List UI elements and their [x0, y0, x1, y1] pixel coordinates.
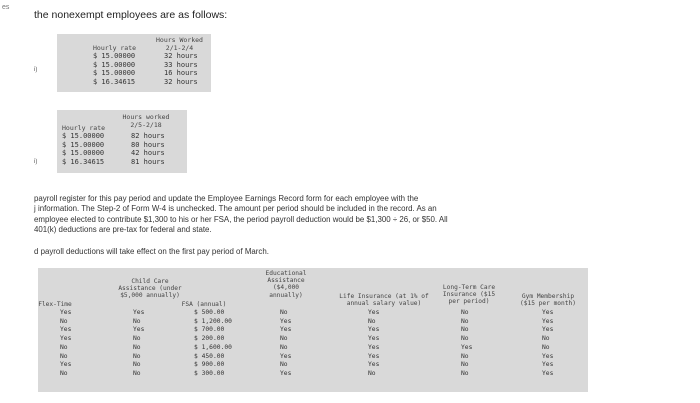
child-care-cell: No: [133, 343, 141, 351]
flex-time-cell: Yes: [60, 335, 72, 343]
header-child-care: Child Care Assistance (under $5,000 annually): [118, 278, 182, 300]
education-cell: Yes: [280, 369, 292, 377]
education-cell: Yes: [280, 317, 292, 325]
instructions-paragraph: [34, 194, 674, 235]
header-life-insurance: Life Insurance (at 1% of annual salary value): [339, 293, 429, 308]
fsa-cell: $ 1,200.00: [194, 317, 232, 325]
long-term-care-cell: No: [461, 326, 469, 334]
rate-cell: $ 15.00000: [93, 52, 136, 60]
long-term-care-cell: No: [461, 361, 469, 369]
life-insurance-column: [368, 309, 379, 379]
long-term-care-cell: No: [461, 352, 469, 360]
rate-cell: $ 16.34615: [62, 157, 105, 166]
education-cell: Yes: [280, 326, 292, 334]
period1-table: [57, 34, 211, 92]
period1-marker: i): [34, 67, 38, 73]
hours-cell: 81 hours: [131, 157, 165, 166]
period1-rate-column: [93, 52, 135, 86]
fsa-column: [194, 309, 232, 379]
gym-membership-column: [542, 309, 553, 379]
flex-time-cell: No: [60, 343, 68, 351]
child-care-cell: No: [133, 335, 141, 343]
life-insurance-cell: Yes: [368, 352, 380, 360]
gym-membership-cell: Yes: [542, 369, 554, 377]
hours-cell: 32 hours: [164, 52, 198, 60]
long-term-care-cell: Yes: [461, 343, 473, 351]
period2-marker: i): [34, 159, 38, 165]
life-insurance-cell: Yes: [368, 326, 380, 334]
long-term-care-cell: No: [461, 309, 469, 316]
flex-time-cell: Yes: [60, 361, 72, 369]
period2-rate-header: Hourly rate: [62, 124, 106, 132]
period2-table: [57, 110, 187, 173]
hours-cell: 32 hours: [164, 77, 198, 86]
fsa-cell: $ 300.00: [194, 369, 225, 377]
life-insurance-cell: No: [368, 317, 376, 325]
gym-membership-cell: Yes: [542, 352, 554, 360]
education-column: [280, 309, 291, 379]
flex-time-cell: Yes: [60, 309, 72, 316]
life-insurance-cell: No: [368, 369, 376, 377]
instruction-note: d payroll deductions will take effect on the first pay period of March.: [34, 247, 269, 256]
education-cell: No: [280, 335, 288, 343]
rate-cell: $ 15.00000: [93, 60, 136, 69]
child-care-cell: No: [133, 352, 141, 360]
fsa-cell: $ 900.00: [194, 361, 225, 369]
fsa-cell: $ 1,600.00: [194, 343, 232, 351]
flex-time-column: [60, 309, 71, 379]
flex-time-cell: No: [60, 317, 68, 325]
rate-cell: $ 15.00000: [62, 149, 105, 157]
life-insurance-cell: Yes: [368, 343, 380, 351]
long-term-care-cell: No: [461, 335, 469, 343]
section-heading: the nonexempt employees are as follows:: [34, 9, 228, 21]
rate-cell: $ 16.34615: [93, 77, 136, 86]
child-care-cell: Yes: [133, 326, 145, 334]
header-fsa: FSA (annual): [181, 301, 227, 308]
fsa-cell: $ 700.00: [194, 326, 225, 334]
hours-cell: 82 hours: [131, 132, 165, 140]
gym-membership-cell: No: [542, 335, 550, 343]
flex-time-cell: Yes: [60, 326, 72, 334]
education-cell: No: [280, 343, 288, 351]
period1-hours-column: [164, 52, 198, 86]
child-care-cell: No: [133, 317, 141, 325]
education-cell: No: [280, 361, 288, 369]
gym-membership-cell: Yes: [542, 361, 554, 369]
header-education: Educational Assistance ($4,000 annually): [265, 270, 307, 299]
rate-cell: $ 15.00000: [62, 140, 105, 149]
hours-cell: 33 hours: [164, 60, 198, 69]
child-care-cell: Yes: [133, 309, 145, 316]
header-long-term-care: Long-Term Care Insurance ($15 per period): [442, 284, 496, 306]
gym-membership-cell: No: [542, 343, 550, 351]
gym-membership-cell: Yes: [542, 309, 554, 316]
gym-membership-cell: Yes: [542, 317, 554, 325]
long-term-care-cell: No: [461, 317, 469, 325]
instruction-line: j information. The Step-2 of Form W-4 is unchecked. The amount per period should be included in the record. As an: [34, 204, 437, 214]
rate-cell: $ 15.00000: [62, 132, 105, 140]
benefits-table: [38, 268, 588, 392]
child-care-cell: No: [133, 369, 141, 377]
gym-membership-cell: Yes: [542, 326, 554, 334]
header-flex-time: Flex-Time: [38, 301, 72, 308]
long-term-care-column: [461, 309, 472, 379]
period1-hours-header: Hours Worked 2/1-2/4: [156, 36, 203, 52]
education-cell: No: [280, 309, 288, 316]
life-insurance-cell: Yes: [368, 335, 380, 343]
education-cell: Yes: [280, 352, 292, 360]
period2-rate-column: [62, 132, 104, 166]
life-insurance-cell: Yes: [368, 309, 380, 316]
instruction-line: 401(k) deductions are pre-tax for federal and state.: [34, 224, 212, 234]
child-care-column: [133, 309, 144, 379]
flex-time-cell: No: [60, 369, 68, 377]
period2-hours-column: [131, 132, 165, 166]
fsa-cell: $ 450.00: [194, 352, 225, 360]
life-insurance-cell: Yes: [368, 361, 380, 369]
fsa-cell: $ 200.00: [194, 335, 225, 343]
cropped-edge-text: es: [2, 4, 10, 11]
hours-cell: 80 hours: [131, 140, 165, 149]
hours-cell: 16 hours: [164, 69, 198, 77]
child-care-cell: No: [133, 361, 141, 369]
rate-cell: $ 15.00000: [93, 69, 136, 77]
period2-hours-header: Hours worked 2/5-2/18: [122, 113, 170, 129]
fsa-cell: $ 500.00: [194, 309, 225, 316]
instruction-line: payroll register for this pay period and update the Employee Earnings Record form for each employee with the: [34, 194, 419, 203]
instruction-line: employee elected to contribute $1,300 to his or her FSA, the period payroll deduction would be $1,300 ÷ 26, or $50. All: [34, 214, 448, 224]
header-gym-membership: Gym Membership ($15 per month): [520, 293, 576, 308]
period1-rate-header: Hourly rate: [93, 44, 137, 52]
flex-time-cell: No: [60, 352, 68, 360]
hours-cell: 42 hours: [131, 149, 165, 157]
long-term-care-cell: No: [461, 369, 469, 377]
